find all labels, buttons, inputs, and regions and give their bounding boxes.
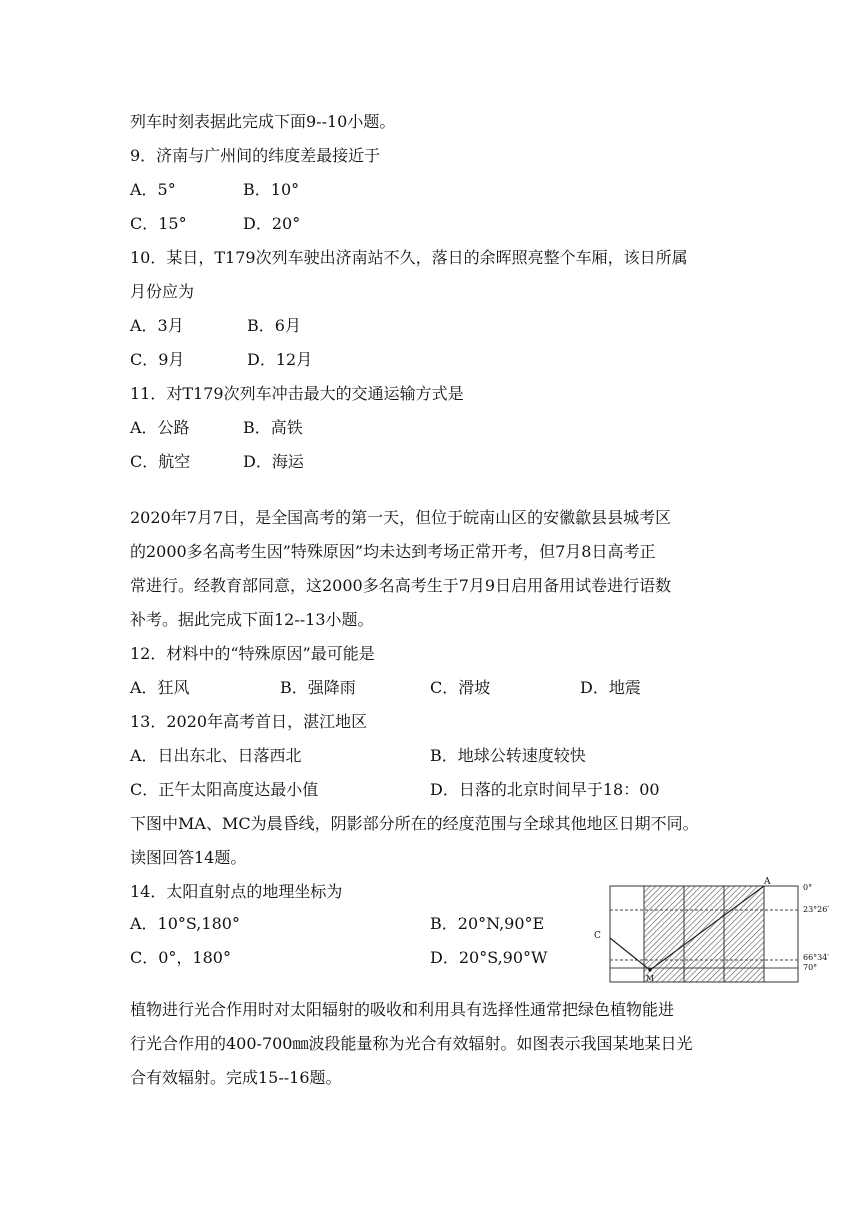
passage-2-line3: 常进行。经教育部同意，这2000多名高考生于7月9日启用备用试卷进行语数 bbox=[130, 576, 672, 595]
question-11-stem: 11．对T179次列车冲击最大的交通运输方式是 bbox=[130, 384, 464, 403]
question-10-option-c: C．9月 bbox=[130, 350, 185, 369]
question-13-stem: 13．2020年高考首日，湛江地区 bbox=[130, 712, 368, 731]
question-12-option-b: B．强降雨 bbox=[280, 678, 356, 697]
question-11-option-c: C．航空 bbox=[130, 452, 191, 471]
question-13-option-b: B．地球公转速度较快 bbox=[430, 746, 586, 765]
question-10-option-a: A．3月 bbox=[130, 316, 184, 335]
passage-4-line1: 植物进行光合作用时对太阳辐射的吸收和利用具有选择性通常把绿色植物能进 bbox=[130, 1000, 675, 1019]
question-9-option-d: D．20° bbox=[243, 214, 301, 233]
question-10-stem-line2: 月份应为 bbox=[130, 282, 195, 301]
passage-2-line2: 的2000多名高考生因”特殊原因”均未达到考场正常开考，但7月8日高考正 bbox=[130, 542, 656, 561]
passage-2-line4: 补考。据此完成下面12--13小题。 bbox=[130, 610, 374, 629]
question-13-option-a: A．日出东北、日落西北 bbox=[130, 746, 302, 765]
question-12-stem: 12．材料中的“特殊原因”最可能是 bbox=[130, 644, 375, 663]
question-12-option-a: A．狂风 bbox=[130, 678, 190, 697]
question-14-option-d: D．20°S,90°W bbox=[430, 948, 548, 967]
label-lat-0: 0° bbox=[803, 883, 813, 892]
question-13-option-d: D．日落的北京时间早于18：00 bbox=[430, 780, 660, 799]
point-m-dot bbox=[648, 968, 651, 971]
question-9-option-a: A．5° bbox=[130, 180, 176, 199]
question-10-option-d: D．12月 bbox=[247, 350, 313, 369]
passage-4-line2: 行光合作用的400-700㎜波段能量称为光合有效辐射。如图表示我国某地某日光 bbox=[130, 1034, 693, 1053]
question-14-stem: 14．太阳直射点的地理坐标为 bbox=[130, 882, 343, 901]
question-10-stem-line1: 10．某日，T179次列车驶出济南站不久，落日的余晖照亮整个车厢，该日所属 bbox=[130, 248, 688, 267]
label-point-m: M bbox=[646, 974, 655, 983]
question-9-stem: 9．济南与广州间的纬度差最接近于 bbox=[130, 146, 381, 165]
question-11-option-b: B．高铁 bbox=[243, 418, 303, 437]
question-14-option-b: B．20°N,90°E bbox=[430, 914, 545, 933]
label-lat-2326: 23°26′ bbox=[803, 905, 830, 914]
question-12-option-c: C．滑坡 bbox=[430, 678, 491, 697]
label-lat-70: 70° bbox=[803, 963, 818, 972]
label-point-a: A bbox=[764, 877, 771, 887]
question-11-option-a: A．公路 bbox=[130, 418, 190, 437]
label-lat-6634: 66°34′ bbox=[803, 953, 830, 962]
passage-3-line2: 读图回答14题。 bbox=[130, 848, 247, 867]
passage-3-line1: 下图中MA、MC为晨昏线，阴影部分所在的经度范围与全球其他地区日期不同。 bbox=[130, 814, 699, 833]
question-14-option-a: A．10°S,180° bbox=[130, 914, 240, 933]
question-12-option-d: D．地震 bbox=[580, 678, 641, 697]
question-9-option-c: C．15° bbox=[130, 214, 187, 233]
question-10-option-b: B．6月 bbox=[247, 316, 301, 335]
question-9-option-b: B．10° bbox=[243, 180, 300, 199]
question-14-option-c: C．0°，180° bbox=[130, 948, 231, 967]
question-13-option-c: C．正午太阳高度达最小值 bbox=[130, 780, 319, 799]
question-11-option-d: D．海运 bbox=[243, 452, 304, 471]
passage-4-line3: 合有效辐射。完成15--16题。 bbox=[130, 1068, 342, 1087]
line-intro-9-10: 列车时刻表据此完成下面9--10小题。 bbox=[130, 112, 396, 131]
label-point-c: C bbox=[594, 931, 601, 941]
passage-2-line1: 2020年7月7日，是全国高考的第一天，但位于皖南山区的安徽歙县县城考区 bbox=[130, 508, 672, 527]
terminator-diagram bbox=[594, 874, 846, 990]
